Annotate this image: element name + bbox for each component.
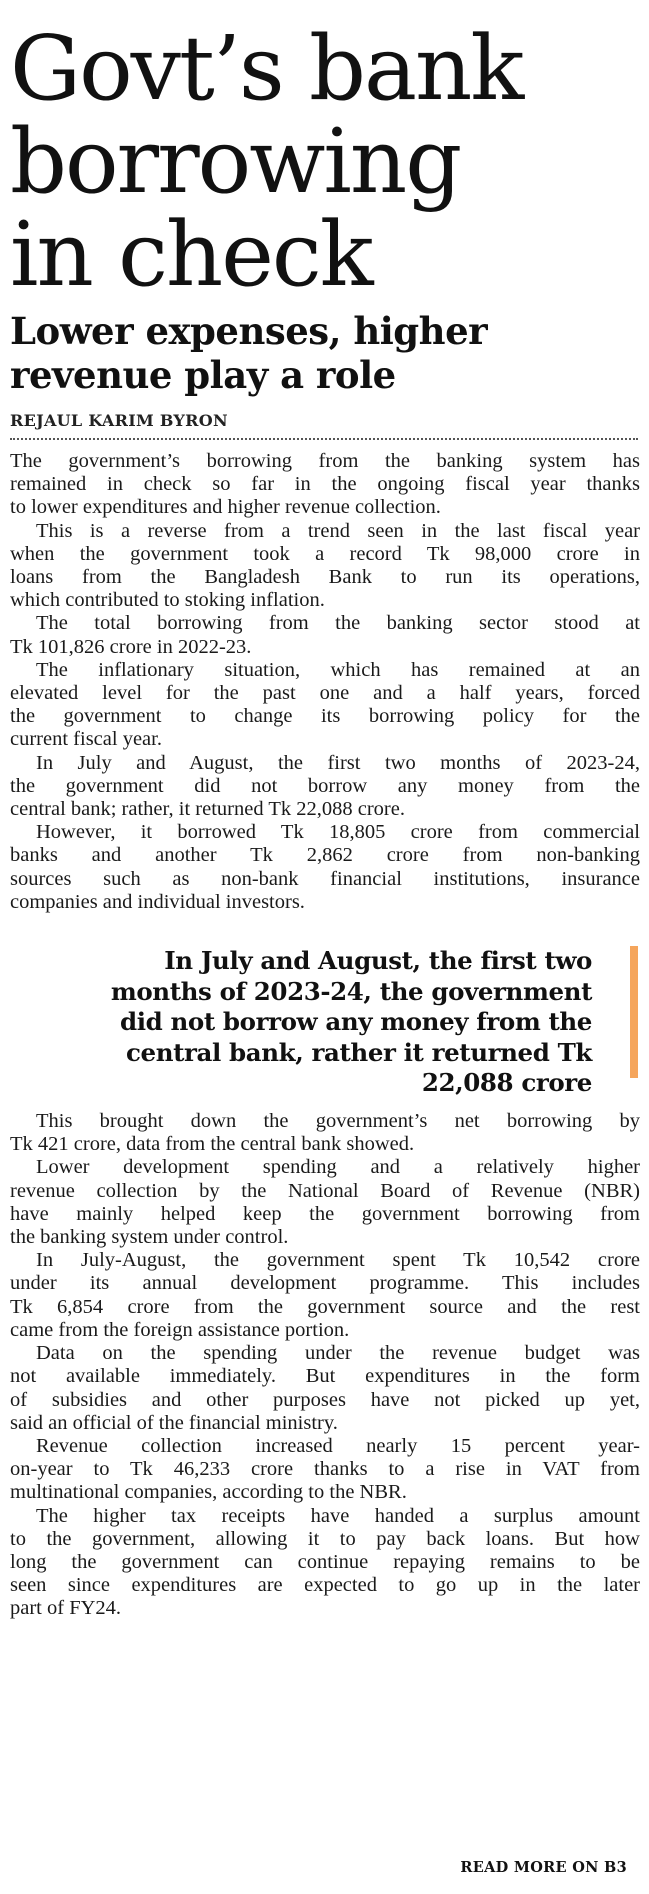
pull-quote-line: months of 2023-24, the government (110, 976, 592, 1006)
paragraph-line: have mainly helped keep the government borrowing from (10, 1202, 640, 1225)
subheadline-line: Lower expenses, higher (10, 309, 488, 353)
read-more-link[interactable]: READ MORE ON B3 (460, 1859, 627, 1876)
paragraph-line: Tk 101,826 crore in 2022-23. (10, 635, 252, 658)
paragraph (10, 450, 640, 520)
paragraph-line: In July and August, the first two months of 2023-24, (36, 751, 640, 774)
paragraph-line: banks and another Tk 2,862 crore from non-banking (10, 844, 640, 867)
paragraph-line: This brought down the government’s net borrowing by (36, 1110, 640, 1133)
paragraph-line: current fiscal year. (10, 728, 162, 751)
paragraph-line: However, it borrowed Tk 18,805 crore from commercial (36, 821, 640, 844)
article (10, 0, 640, 1621)
pull-quote-line: In July and August, the first two (164, 946, 592, 976)
paragraph-line: The total borrowing from the banking sector stood at (36, 612, 640, 635)
byline: REJAUL KARIM BYRON (10, 411, 228, 430)
paragraph-line: seen since expenditures are expected to go up in the later (10, 1574, 640, 1597)
pull-quote (10, 946, 640, 1098)
paragraph-line: part of FY24. (10, 1597, 122, 1620)
paragraph (10, 1249, 640, 1342)
paragraph-line: companies and individual investors. (10, 890, 305, 913)
paragraph-line: elevated level for the past one and a half years, forced (10, 682, 640, 705)
paragraph-line: which contributed to stoking inflation. (10, 589, 325, 612)
paragraph-line: long the government can continue repaying remains to be (10, 1550, 640, 1573)
article-body-part-1 (10, 450, 640, 914)
subheadline (10, 309, 640, 397)
paragraph-line: sources such as non-bank financial institutions, insurance (10, 867, 640, 890)
paragraph-line: In July-August, the government spent Tk 10,542 crore (36, 1249, 640, 1272)
paragraph-line: to the government, allowing it to pay back loans. But how (10, 1527, 640, 1550)
dotted-divider (10, 438, 638, 440)
paragraph-line: on-year to Tk 46,233 crore thanks to a rise in VAT from (10, 1458, 640, 1481)
paragraph (10, 1110, 640, 1156)
paragraph (10, 1505, 640, 1621)
pull-quote-line: 22,088 crore (421, 1068, 592, 1098)
paragraph (10, 1435, 640, 1505)
pull-quote-line: central bank, rather it returned Tk (126, 1037, 592, 1067)
paragraph-line: of subsidies and other purposes have not picked up yet, (10, 1388, 640, 1411)
pull-quote-accent-bar (630, 946, 638, 1078)
headline-line: in check (10, 202, 372, 306)
paragraph-line: revenue collection by the National Board of Revenue (NBR) (10, 1179, 640, 1202)
headline-line: Govt’s bank (10, 16, 523, 120)
paragraph-line: The government’s borrowing from the banking system has (10, 450, 640, 472)
paragraph (10, 612, 640, 658)
paragraph-line: came from the foreign assistance portion. (10, 1318, 350, 1341)
paragraph-line: not available immediately. But expenditures in the form (10, 1365, 640, 1388)
paragraph-line: The higher tax receipts have handed a surplus amount (36, 1504, 640, 1527)
paragraph-line: under its annual development programme. This includes (10, 1272, 640, 1295)
paragraph-line: Data on the spending under the revenue budget was (36, 1342, 640, 1365)
paragraph-line: to lower expenditures and higher revenue collection. (10, 496, 441, 519)
paragraph-line: Tk 421 crore, data from the central bank showed. (10, 1133, 415, 1156)
paragraph-line: said an official of the financial ministry. (10, 1411, 338, 1434)
paragraph-line: This is a reverse from a trend seen in the last fiscal year (36, 519, 640, 542)
paragraph-line: the government to change its borrowing policy for the (10, 705, 640, 728)
paragraph-line: remained in check so far in the ongoing fiscal year thanks (10, 473, 640, 496)
paragraph-line: central bank; rather, it returned Tk 22,088 crore. (10, 798, 405, 821)
paragraph (10, 1342, 640, 1435)
pull-quote-line: did not borrow any money from the (120, 1007, 592, 1037)
article-body-part-2 (10, 1110, 640, 1620)
subheadline-line: revenue play a role (10, 353, 396, 397)
paragraph-line: Lower development spending and a relatively higher (36, 1156, 640, 1179)
paragraph-line: the government did not borrow any money from the (10, 774, 640, 797)
paragraph-line: Revenue collection increased nearly 15 percent year- (36, 1434, 640, 1457)
pull-quote-text (111, 946, 592, 1099)
paragraph-line: the banking system under control. (10, 1226, 289, 1249)
paragraph (10, 659, 640, 752)
paragraph-line: loans from the Bangladesh Bank to run its operations, (10, 566, 640, 589)
paragraph-line: multinational companies, according to the NBR. (10, 1481, 407, 1504)
headline-line: borrowing (10, 109, 461, 213)
paragraph (10, 821, 640, 914)
paragraph (10, 520, 640, 613)
headline (10, 16, 640, 306)
paragraph (10, 1156, 640, 1249)
paragraph-line: when the government took a record Tk 98,000 crore in (10, 542, 640, 565)
paragraph-line: The inflationary situation, which has remained at an (36, 658, 640, 681)
paragraph-line: Tk 6,854 crore from the government source and the rest (10, 1295, 640, 1318)
paragraph (10, 752, 640, 822)
